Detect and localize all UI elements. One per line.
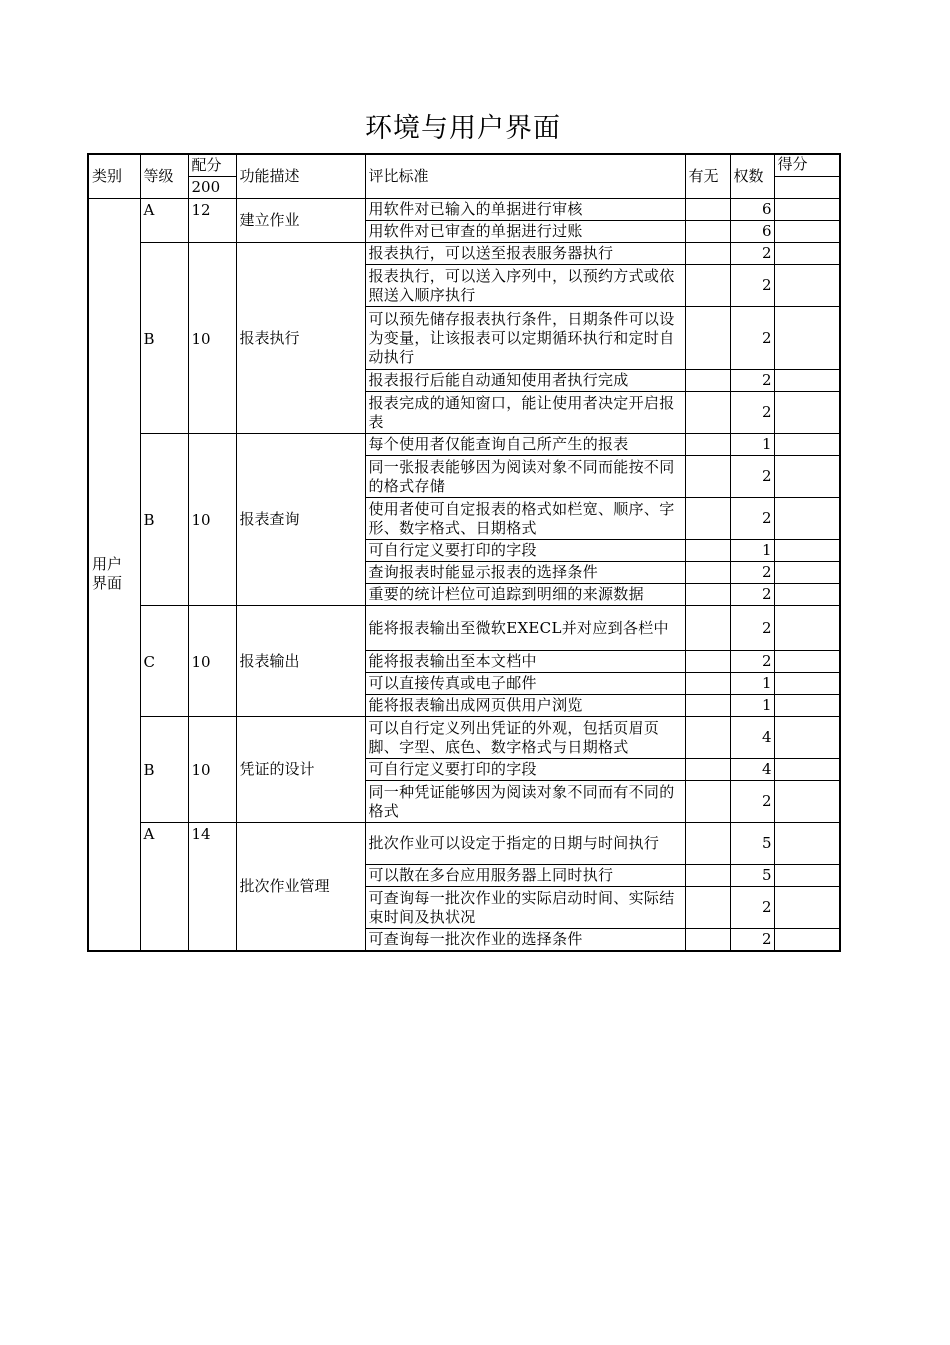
criteria-cell: 可自行定义要打印的字段 (365, 540, 685, 562)
weight-cell: 2 (730, 456, 774, 498)
score-cell[interactable] (774, 673, 840, 695)
points-cell: 10 (188, 717, 236, 823)
table-row (88, 606, 840, 651)
grade-cell: B (140, 243, 188, 434)
weight-cell: 2 (730, 651, 774, 673)
weight-cell: 4 (730, 759, 774, 781)
criteria-cell: 能将报表输出至微软EXECL并对应到各栏中 (365, 606, 685, 651)
function-cell: 建立作业 (236, 199, 365, 243)
score-blank (774, 177, 840, 199)
header-function: 功能描述 (236, 154, 365, 199)
weight-cell: 2 (730, 929, 774, 951)
has-cell[interactable] (685, 717, 730, 759)
grade-cell: A (140, 823, 188, 951)
score-cell[interactable] (774, 307, 840, 370)
has-cell[interactable] (685, 929, 730, 951)
header-score-alloc: 配分 (188, 154, 236, 177)
weight-cell: 6 (730, 221, 774, 243)
has-cell[interactable] (685, 651, 730, 673)
has-cell[interactable] (685, 199, 730, 221)
has-cell[interactable] (685, 606, 730, 651)
evaluation-table (87, 153, 841, 952)
table-row (88, 434, 840, 456)
header-category: 类别 (88, 154, 140, 199)
header-weight: 权数 (730, 154, 774, 199)
score-cell[interactable] (774, 781, 840, 823)
criteria-cell: 可以预先储存报表执行条件，日期条件可以设为变量，让该报表可以定期循环执行和定时自动执行 (365, 307, 685, 370)
score-cell[interactable] (774, 265, 840, 307)
weight-cell: 2 (730, 562, 774, 584)
criteria-cell: 重要的统计栏位可追踪到明细的来源数据 (365, 584, 685, 606)
has-cell[interactable] (685, 265, 730, 307)
points-cell: 10 (188, 606, 236, 717)
table-row (88, 243, 840, 265)
grade-cell: B (140, 434, 188, 606)
score-cell[interactable] (774, 584, 840, 606)
grade-cell: C (140, 606, 188, 717)
function-cell: 凭证的设计 (236, 717, 365, 823)
points-cell: 12 (188, 199, 236, 243)
weight-cell: 2 (730, 243, 774, 265)
weight-cell: 2 (730, 781, 774, 823)
table-row (88, 823, 840, 865)
header-score-total: 200 (188, 177, 236, 199)
has-cell[interactable] (685, 887, 730, 929)
weight-cell: 1 (730, 673, 774, 695)
has-cell[interactable] (685, 498, 730, 540)
weight-cell: 2 (730, 887, 774, 929)
weight-cell: 1 (730, 540, 774, 562)
score-cell[interactable] (774, 606, 840, 651)
weight-cell: 6 (730, 199, 774, 221)
criteria-cell: 报表报行后能自动通知使用者执行完成 (365, 370, 685, 392)
has-cell[interactable] (685, 540, 730, 562)
has-cell[interactable] (685, 307, 730, 370)
weight-cell: 1 (730, 434, 774, 456)
criteria-cell: 能将报表输出成网页供用户浏览 (365, 695, 685, 717)
weight-cell: 2 (730, 498, 774, 540)
criteria-cell: 可以自行定义列出凭证的外观，包括页眉页脚、字型、底色、数字格式与日期格式 (365, 717, 685, 759)
has-cell[interactable] (685, 456, 730, 498)
score-cell[interactable] (774, 929, 840, 951)
weight-cell: 5 (730, 865, 774, 887)
page-title: 环境与用户界面 (365, 113, 561, 144)
weight-cell: 2 (730, 584, 774, 606)
criteria-cell: 使用者使可自定报表的格式如栏宽、顺序、字形、数字格式、日期格式 (365, 498, 685, 540)
criteria-cell: 可查询每一批次作业的选择条件 (365, 929, 685, 951)
function-cell: 报表执行 (236, 243, 365, 434)
has-cell[interactable] (685, 584, 730, 606)
score-cell[interactable] (774, 434, 840, 456)
has-cell[interactable] (685, 781, 730, 823)
table-row (88, 199, 840, 221)
score-cell[interactable] (774, 456, 840, 498)
score-cell[interactable] (774, 540, 840, 562)
criteria-cell: 可查询每一批次作业的实际启动时间、实际结束时间及执状况 (365, 887, 685, 929)
weight-cell: 2 (730, 265, 774, 307)
score-cell[interactable] (774, 759, 840, 781)
criteria-cell: 报表执行，可以送至报表服务器执行 (365, 243, 685, 265)
score-cell[interactable] (774, 221, 840, 243)
criteria-cell: 可以散在多台应用服务器上同时执行 (365, 865, 685, 887)
has-cell[interactable] (685, 695, 730, 717)
criteria-cell: 查询报表时能显示报表的选择条件 (365, 562, 685, 584)
weight-cell: 2 (730, 606, 774, 651)
weight-cell: 2 (730, 392, 774, 434)
header-grade: 等级 (140, 154, 188, 199)
header-criteria: 评比标准 (365, 154, 685, 199)
score-cell[interactable] (774, 823, 840, 865)
criteria-cell: 能将报表输出至本文档中 (365, 651, 685, 673)
points-cell: 14 (188, 823, 236, 951)
function-cell: 报表查询 (236, 434, 365, 606)
has-cell[interactable] (685, 562, 730, 584)
score-cell[interactable] (774, 370, 840, 392)
points-cell: 10 (188, 243, 236, 434)
criteria-cell: 每个使用者仅能查询自己所产生的报表 (365, 434, 685, 456)
has-cell[interactable] (685, 392, 730, 434)
has-cell[interactable] (685, 370, 730, 392)
criteria-cell: 批次作业可以设定于指定的日期与时间执行 (365, 823, 685, 865)
score-cell[interactable] (774, 199, 840, 221)
grade-cell: A (140, 199, 188, 243)
grade-cell: B (140, 717, 188, 823)
weight-cell: 2 (730, 370, 774, 392)
has-cell[interactable] (685, 243, 730, 265)
criteria-cell: 报表完成的通知窗口，能让使用者决定开启报表 (365, 392, 685, 434)
score-cell[interactable] (774, 695, 840, 717)
criteria-cell: 用软件对已审查的单据进行过账 (365, 221, 685, 243)
points-cell: 10 (188, 434, 236, 606)
has-cell[interactable] (685, 865, 730, 887)
weight-cell: 1 (730, 695, 774, 717)
score-cell[interactable] (774, 865, 840, 887)
has-cell[interactable] (685, 823, 730, 865)
score-cell[interactable] (774, 887, 840, 929)
score-cell[interactable] (774, 392, 840, 434)
category-cell: 用户界面 (88, 199, 140, 951)
table-row (88, 717, 840, 759)
score-cell[interactable] (774, 562, 840, 584)
score-cell[interactable] (774, 717, 840, 759)
criteria-cell: 报表执行，可以送入序列中，以预约方式或依照送入顺序执行 (365, 265, 685, 307)
weight-cell: 2 (730, 307, 774, 370)
weight-cell: 5 (730, 823, 774, 865)
header-has: 有无 (685, 154, 730, 199)
score-cell[interactable] (774, 243, 840, 265)
criteria-cell: 可以直接传真或电子邮件 (365, 673, 685, 695)
score-cell[interactable] (774, 498, 840, 540)
has-cell[interactable] (685, 221, 730, 243)
function-cell: 报表输出 (236, 606, 365, 717)
criteria-cell: 用软件对已输入的单据进行审核 (365, 199, 685, 221)
has-cell[interactable] (685, 434, 730, 456)
has-cell[interactable] (685, 673, 730, 695)
weight-cell: 4 (730, 717, 774, 759)
criteria-cell: 同一张报表能够因为阅读对象不同而能按不同的格式存储 (365, 456, 685, 498)
criteria-cell: 同一种凭证能够因为阅读对象不同而有不同的格式 (365, 781, 685, 823)
function-cell: 批次作业管理 (236, 823, 365, 951)
score-cell[interactable] (774, 651, 840, 673)
criteria-cell: 可自行定义要打印的字段 (365, 759, 685, 781)
header-score: 得分 (774, 154, 840, 177)
has-cell[interactable] (685, 759, 730, 781)
